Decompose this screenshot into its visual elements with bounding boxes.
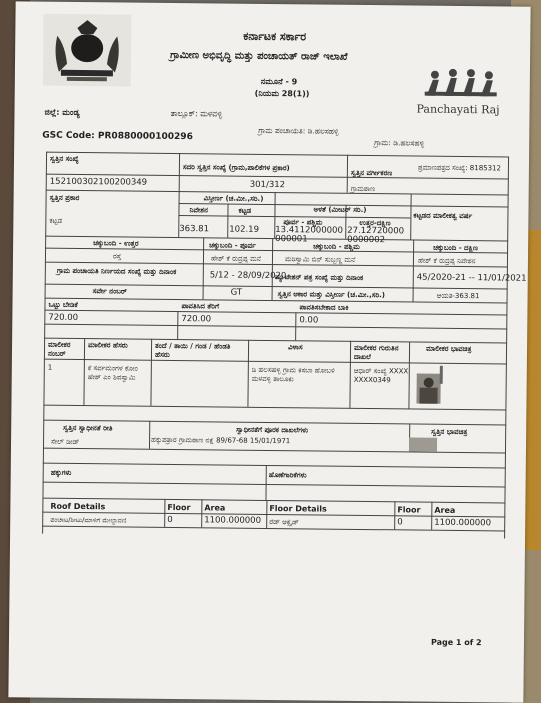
col-line — [164, 499, 165, 527]
certificate-number: ಪ್ರಮಾಣಪತ್ರದ ಸಂಖ್ಯೆ: 8185312 — [417, 163, 502, 173]
west-boundary: ಮರಿಸ್ವಾಮಿ ಬಿನ್ ಸುಬ್ಬಣ್ಣ ಮನೆ — [284, 255, 356, 264]
gsc-code: GSC Code: PR0880000100296 — [42, 130, 193, 143]
row-line — [43, 420, 506, 426]
roof-details-label: Roof Details — [50, 501, 106, 512]
col-line — [177, 311, 178, 339]
east-boundary-label: ಚಕ್ಕುಬಂದಿ - ಪೂರ್ವ — [209, 241, 256, 250]
row-line — [42, 498, 505, 504]
owner-photo-label: ಮಾಲೀಕರ ಭಾವಚಿತ್ರ — [426, 344, 472, 354]
acquisition-method: ಸೇಲ್ ಡೀಡ್ — [51, 437, 80, 447]
col-line — [83, 338, 85, 405]
rights-label: ಹಕ್ಕುಗಳು — [50, 468, 72, 477]
north-south-label: ಉತ್ತರ-ದಕ್ಷಿಣ — [359, 218, 391, 228]
col-line — [413, 239, 415, 301]
south-boundary-label: ಚಕ್ಕುಬಂದಿ - ದಕ್ಷಿಣ — [433, 243, 478, 253]
floor-value: ರೆಡ್ ಆಕ್ಸೈಡ್ — [269, 518, 299, 527]
row-line — [46, 190, 509, 196]
dimension-label: ಅಳತೆ (ಮೀಟರ್ ಸರಿ.) — [313, 205, 367, 215]
north-boundary-label: ಚಕ್ಕುಬಂದಿ - ಉತ್ತರ — [93, 239, 139, 248]
row-line — [43, 482, 506, 488]
col-line — [431, 502, 432, 530]
taluk: ತಾಲ್ಲೂಕ್: ಮಳವಳ್ಳಿ — [170, 108, 223, 119]
property-number-label: ಸ್ವತ್ತಿನ ಸಂಖ್ಯೆ — [49, 154, 79, 163]
plot-value: ಆಯತ-363.81 — [436, 291, 480, 301]
total-demand-label: ಒಟ್ಟು ಬೇಡಿಕೆ — [48, 300, 78, 309]
property-photo — [409, 437, 437, 451]
page-number: Page 1 of 2 — [430, 637, 482, 648]
survey-label: ಸದರಿ ಸ್ವತ್ತಿನ ಸಂಖ್ಯೆ (ಗ್ರಾಮ,ಪಾಲಿಕೆಗಳ ಪ್ರಕಾರ) — [182, 163, 290, 173]
col-line — [272, 238, 274, 300]
row-line — [44, 324, 507, 330]
classification-value: ಗ್ರಾಮಠಾಣ — [350, 184, 376, 194]
mutation-value: 45/2020-21 -- 11/01/2021 — [416, 272, 527, 284]
plot-label: ಸ್ವತ್ತಿನ ಆಕಾರ ಮತ್ತು ವಿಸ್ತೀರ್ಣ (ಚ.ಮೀ.,ಸರಿ.) — [277, 290, 386, 300]
east-west-label: ಪೂರ್ವ - ಪಶ್ಚಿಮ — [283, 218, 323, 227]
property-type: ಕಟ್ಟಡ — [49, 216, 63, 225]
row-line — [43, 405, 506, 411]
owner-photo — [416, 374, 440, 404]
col-line — [247, 340, 249, 407]
department-title: ಗ್ರಾಮೀಣ ಅಭಿವೃದ್ಧಿ ಮತ್ತು ಪಂಚಾಯತ್ ರಾಜ್ ಇಲಾಖೆ — [170, 49, 348, 63]
survey-number: GT — [230, 287, 243, 298]
west-boundary-label: ಚಕ್ಕುಬಂದಿ - ಪಶ್ಚಿಮ — [313, 242, 360, 251]
relative-name-label: ತಂದೆ / ತಾಯಿ / ಗಂಡ / ಹೆಂಡತಿ ಹೆಸರು — [154, 341, 231, 359]
tax-paid: 720.00 — [181, 314, 212, 325]
building-area: 102.19 — [229, 224, 260, 235]
property-number: 152100302100200349 — [49, 176, 148, 188]
classification-label: ಸ್ವತ್ತಿನ ವರ್ಗೀಕರಣ — [350, 168, 393, 178]
balance-due: 0.00 — [299, 315, 319, 326]
col-line — [349, 341, 351, 408]
government-title: ಕರ್ನಾಟಕ ಸರ್ಕಾರ — [243, 29, 307, 44]
village: ಗ್ರಾಮ: ಡಿ.ಹಲಸಹಳ್ಳಿ — [374, 138, 425, 148]
roof-area: 1100.000000 — [204, 515, 262, 526]
roof-area-label: Area — [204, 503, 226, 513]
property-type-label: ಸ್ವತ್ತಿನ ಪ್ರಕಾರ — [49, 193, 80, 202]
acquisition-docs-label: ಸ್ವಾಧೀನತೆಗೆ ಪೂರಕ ದಾಖಲೆಗಳು — [236, 425, 309, 435]
acquisition-method-label: ಸ್ವತ್ತಿನ ಸ್ವಾಧೀನತೆ ರೀತಿ — [63, 423, 113, 433]
roof-floor: 0 — [167, 514, 173, 525]
gram-panchayat: ಗ್ರಾಮ ಪಂಚಾಯತಿ: ಡಿ.ಹಲಸಹಳ್ಳಿ — [258, 125, 339, 136]
roof-value: ಪಂಚಾಟ/ಶೀಟು/ಮಾಳಿಗೆ ಮೇಲ್ಛಾವಣಿ — [50, 515, 127, 525]
row-line — [43, 463, 506, 469]
owner-id-label: ಮಾಲೀಕರ ಗುರುತಿನ ದಾಖಲೆ — [353, 343, 399, 362]
site-area: 363.81 — [179, 224, 210, 235]
floor-area: 1100.000000 — [434, 517, 492, 529]
col-line — [265, 465, 266, 500]
area-label: ವಿಸ್ತೀರ್ಣ (ಚ.ಮೀ.,ಸರಿ.) — [203, 194, 264, 203]
col-line — [347, 155, 348, 193]
table-border — [42, 152, 47, 534]
col-line — [410, 193, 411, 239]
north-south-value: 27.127200000000002 — [347, 225, 405, 246]
owner-serial: 1 — [47, 363, 53, 372]
gp-resolution-value: 5/12 - 28/09/2020 — [209, 270, 287, 282]
signature-mark — [440, 366, 443, 384]
total-demand: 720.00 — [48, 312, 79, 323]
owner-id: ಆಧಾರ್ ಸಂಖ್ಯೆ XXXXXXXX0349 — [353, 366, 409, 385]
document-page — [8, 1, 530, 702]
liabilities-label: ಹೊಣೆಗಾರಿಕೆಗಳು — [268, 470, 307, 480]
address-label: ವಿಳಾಸ — [288, 343, 303, 352]
floor-area-label: Area — [434, 505, 456, 515]
mutation-label: ಮ್ಯುಟೇಶನ್ ಪತ್ರ ಸಂಖ್ಯೆ ಮತ್ತು ದಿನಾಂಕ — [274, 273, 364, 282]
floor-details-label: Floor Details — [269, 504, 327, 514]
karnataka-emblem-icon — [43, 14, 132, 87]
district: ಜಿಲ್ಲೆ: ಮಂಡ್ಯ — [44, 107, 80, 117]
col-line — [266, 500, 267, 528]
col-line — [150, 339, 152, 406]
form-number: ನಮೂನೆ - 9 — [260, 76, 298, 87]
table-border — [46, 152, 509, 158]
survey-number-label: ಸರ್ವೇ ನಂಬರ್ — [92, 287, 127, 296]
building-label: ಕಟ್ಟಡ — [238, 206, 252, 215]
owner-serial-label: ಮಾಲೀಕರ ನಂಬರ್ — [47, 340, 71, 358]
building-year-label: ಕಟ್ಟಡದ ಮಾಲೀಕತ್ವ ವರ್ಷ — [413, 211, 473, 221]
acquisition-docs: ಹಕ್ಕುಪತ್ರಾರ ಗ್ರಾಮಠಾಣ ನಕ್ಷೆ 89/67-68 15/01/1971 — [151, 435, 291, 446]
owner-name: ಕೆ ಸರ್ವಮಂಗಳ ಕೋಂ ಹೇಶ್ ಎಂ ಶಿವಸ್ವಾಮಿ — [87, 364, 138, 382]
survey-value: 301/312 — [249, 179, 286, 191]
gp-resolution-label: ಗ್ರಾಮ ಪಂಚಾಯತಿ ನಿರ್ಣಯದ ಸಂಖ್ಯೆ ಮತ್ತು ದಿನಾಂಕ — [56, 266, 177, 277]
east-west-value: 13.4112000000000001 — [275, 225, 343, 245]
roof-floor-label: Floor — [167, 502, 191, 513]
col-line — [203, 237, 205, 299]
site-label: ನಿವೇಶನ — [189, 206, 208, 215]
tax-paid-label: ಪಾವತಿಸಿದ ತೆರಿಗೆ — [181, 302, 220, 311]
rule-number: (ನಿಯಮ 28(1)) — [254, 88, 310, 99]
owner-address: ಡಿ ಹಲಸಹಳ್ಳಿ ಗ್ರಾಮ ಕಸಬಾ ಹೋಬಳಿ ಮಳವಳ್ಳಿ ತಾಲೂಕು — [251, 365, 335, 384]
balance-due-label: ಪಾವತಿಸಬೇಕಾದ ಬಾಕಿ — [299, 303, 349, 312]
floor-floor: 0 — [397, 517, 403, 528]
south-boundary: ಹೇಶ್ ಕೆ ರುದ್ರಪ್ಪ ನಿವೇಶನ — [417, 256, 476, 266]
col-line — [295, 312, 296, 340]
floor-floor-label: Floor — [397, 505, 421, 515]
property-photo-label: ಸ್ವತ್ತಿನ ಭಾವಚಿತ್ರ — [431, 427, 468, 437]
col-line — [394, 501, 395, 529]
east-boundary: ಹೇಶ್ ಕೆ ರುದ್ರಪ್ಪ ಮನೆ — [210, 254, 262, 263]
logo-text: Panchayati Raj — [416, 102, 500, 117]
owner-name-label: ಮಾಲೀಕರ ಹೆಸರು — [88, 341, 128, 350]
row-line — [44, 310, 507, 316]
col-line — [201, 499, 202, 527]
north-boundary: ರಸ್ತೆ — [112, 252, 122, 261]
table-border — [504, 156, 509, 538]
